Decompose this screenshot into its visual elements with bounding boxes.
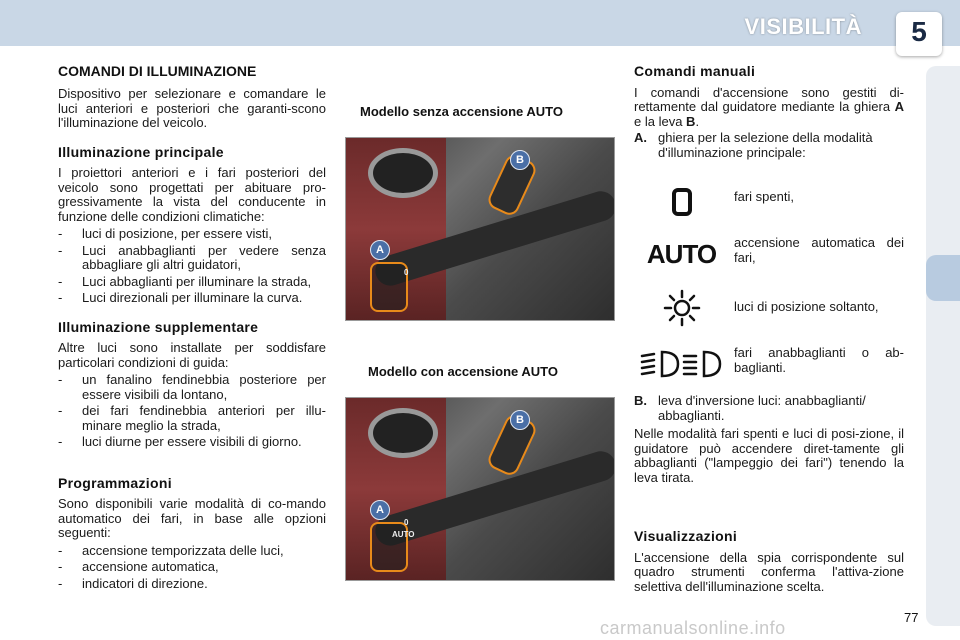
extra-lighting-title: Illuminazione supplementare xyxy=(58,318,259,335)
low-high-beam-icon xyxy=(640,348,724,380)
programming-list xyxy=(58,544,326,592)
position-lights-icon xyxy=(662,288,702,328)
watermark: carmanualsonline.info xyxy=(600,618,786,638)
side-tabs-band xyxy=(926,66,960,626)
marker-a: A xyxy=(370,500,390,520)
model-with-auto-label: Modello con accensione AUTO xyxy=(368,364,558,379)
chapter-number: 5 xyxy=(911,16,927,47)
programming-title: Programmazioni xyxy=(58,474,172,491)
mode-off-text: fari spenti, xyxy=(734,189,794,204)
manual-controls-text: I comandi d'accensione sono gestiti di-rettamente dal guidatore mediante la ghiera A e la leva B. xyxy=(634,84,904,129)
left-column xyxy=(58,64,326,605)
marker-a: A xyxy=(370,240,390,260)
list-item: - Luci anabbaglianti per vedere senza abbagliare gli altri guidatori, xyxy=(58,242,326,272)
list-item: - accensione temporizzata delle luci, xyxy=(58,542,284,558)
mode-beams-text: fari anabbaglianti o ab-baglianti. xyxy=(734,345,904,375)
mode-auto xyxy=(634,234,904,282)
marker-b: B xyxy=(510,410,530,430)
auto-icon: AUTO xyxy=(646,238,717,269)
main-lighting-text: I proiettori anteriori e i fari posteriori del veicolo sono progettati per abituare pro-gressivamente la vista del conducente in funzione delle condizioni climatiche: xyxy=(58,165,326,224)
intro-title: COMANDI DI ILLUMINAZIONE xyxy=(58,63,257,79)
right-column xyxy=(634,64,904,594)
list-item: - Luci direzionali per illuminare la curva. xyxy=(58,290,303,305)
item-b: B. leva d'inversione luci: anabbaglianti/ abbaglianti. xyxy=(634,393,866,423)
list-item: - accensione automatica, xyxy=(58,559,219,574)
display-text: L'accensione della spia corrispondente sul quadro strumenti conferma l'attiva-zione selettiva dell'illuminazione scelta. xyxy=(634,549,904,594)
model-without-auto-label: Modello senza accensione AUTO xyxy=(360,104,563,119)
manual-controls-title: Comandi manuali xyxy=(634,63,756,79)
list-item: - Luci abbaglianti per illuminare la strada, xyxy=(58,273,312,289)
stalk-zero-mark: 0 xyxy=(404,518,409,527)
stalk-auto-mark: AUTO xyxy=(392,530,415,539)
mode-position xyxy=(634,288,904,336)
mode-auto-text: accensione automatica dei fari, xyxy=(734,235,904,265)
list-item: - indicatori di direzione. xyxy=(58,575,208,591)
marker-b: B xyxy=(510,150,530,170)
chapter-badge xyxy=(896,12,942,56)
list-item: - luci diurne per essere visibili di giorno. xyxy=(58,434,302,449)
list-item: - dei fari fendinebbia anteriori per illu-minare meglio la strada, xyxy=(58,403,326,433)
item-a: A. ghiera per la selezione della modalità d'illuminazione principale: xyxy=(634,130,873,160)
stalk-photo-without-auto xyxy=(345,137,615,321)
mode-position-text: luci di posizione soltanto, xyxy=(734,299,879,314)
extra-lighting-section xyxy=(58,320,326,450)
main-lighting-list xyxy=(58,227,326,306)
main-lighting-section xyxy=(58,145,326,306)
ring-a xyxy=(370,262,408,312)
intro-section xyxy=(58,64,326,131)
stalk-zero-mark: 0 xyxy=(404,268,409,277)
flash-text: Nelle modalità fari spenti e luci di posi-zione, il guidatore può accendere diret-tamente gli abbaglianti ("lampeggio dei fari") tenendo la leva tirata. xyxy=(634,426,904,485)
stalk-photo-with-auto xyxy=(345,397,615,581)
air-vent-icon xyxy=(368,408,438,458)
page-title: VISIBILITÀ xyxy=(744,14,862,39)
extra-lighting-text: Altre luci sono installate per soddisfare particolari condizioni di guida: xyxy=(58,340,326,370)
zero-icon xyxy=(671,187,693,217)
mode-beams xyxy=(634,344,904,392)
active-chapter-tab xyxy=(926,255,960,301)
list-item: - luci di posizione, per essere visti, xyxy=(58,226,273,241)
programming-text: Sono disponibili varie modalità di co-mando automatico dei fari, in base alle opzioni seguenti: xyxy=(58,496,326,540)
main-lighting-title: Illuminazione principale xyxy=(58,143,224,160)
page-number: 77 xyxy=(904,610,919,625)
mode-off xyxy=(634,182,904,230)
extra-lighting-list xyxy=(58,373,326,450)
intro-text: Dispositivo per selezionare e comandare le luci anteriori e posteriori che garanti-scono l'illuminazione del veicolo. xyxy=(58,86,326,130)
display-title: Visualizzazioni xyxy=(634,528,738,544)
programming-section xyxy=(58,476,326,592)
list-item: - un fanalino fendinebbia posteriore per essere visibili da lontano, xyxy=(58,372,326,402)
air-vent-icon xyxy=(368,148,438,198)
